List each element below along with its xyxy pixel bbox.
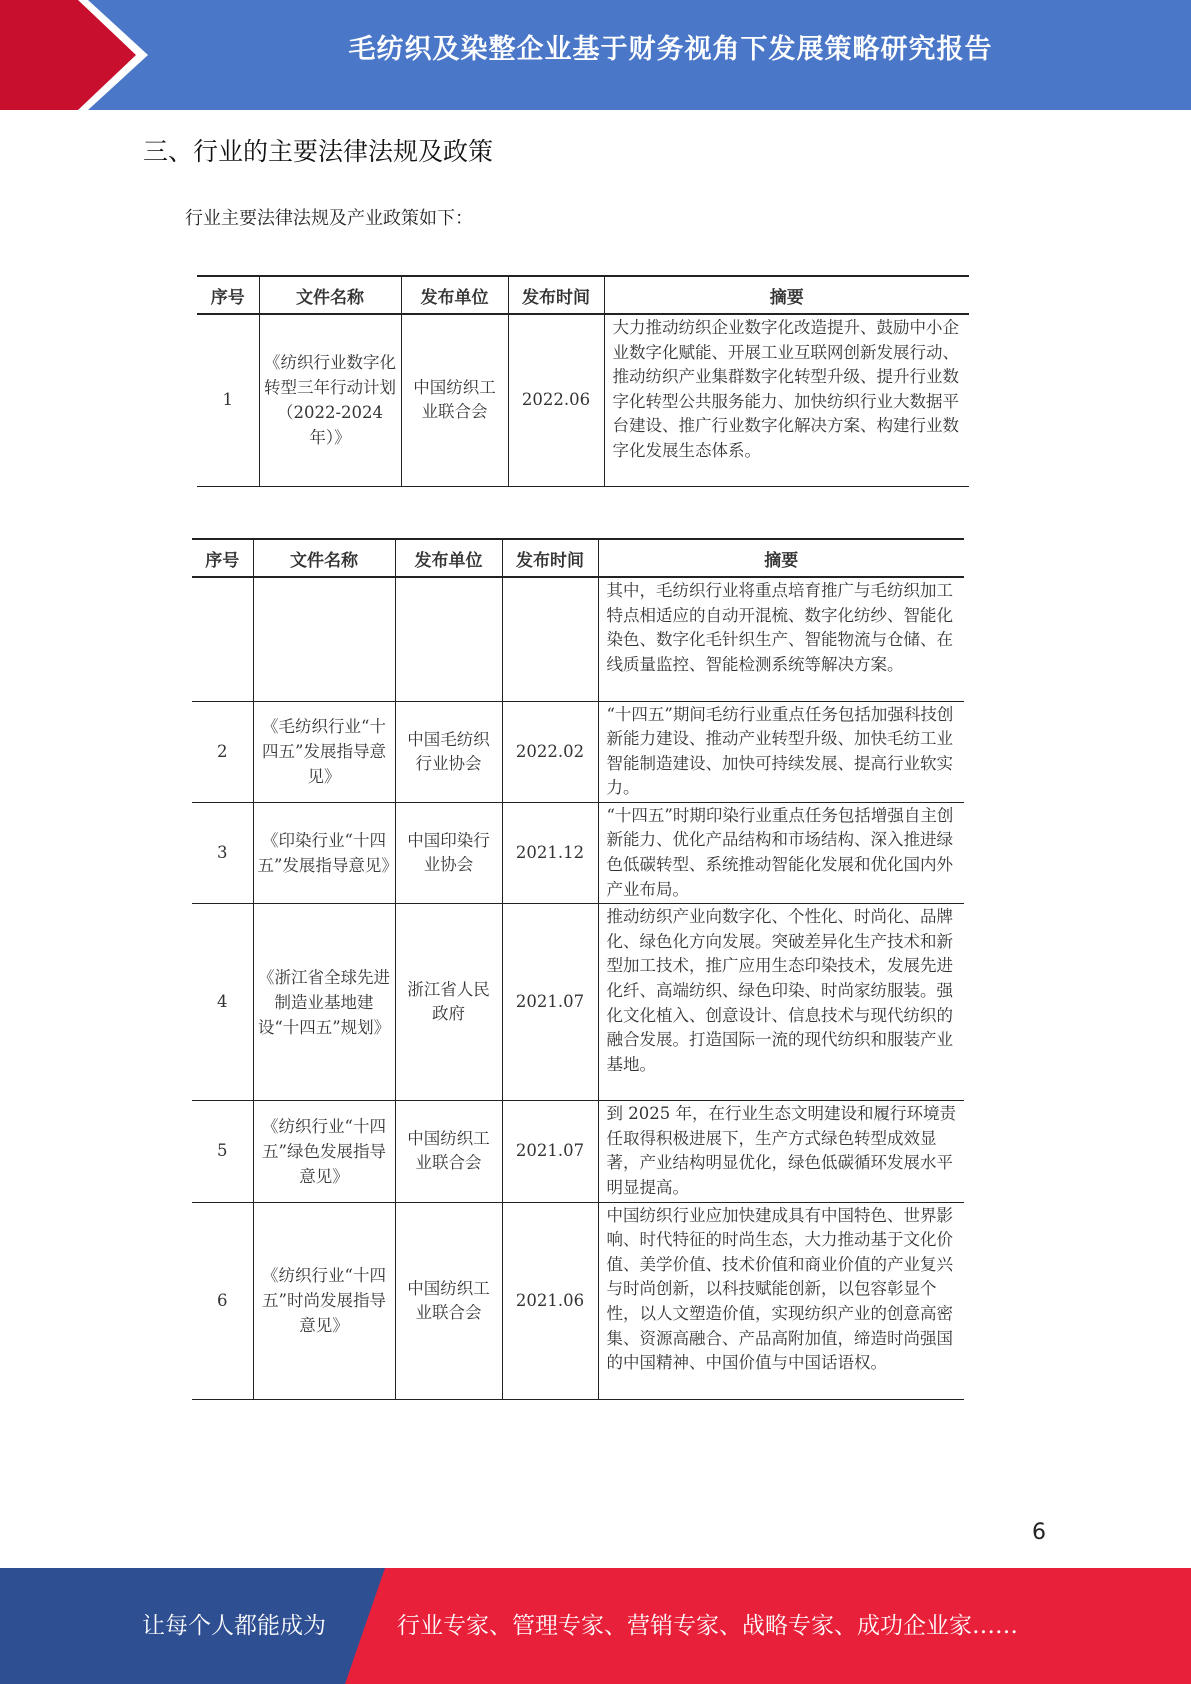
cell-name: 《浙江省全球先进制造业基地建设“十四五”规划》: [253, 904, 395, 1101]
page-header: [0, 0, 1191, 110]
policy-table-2: [192, 538, 964, 1400]
cell-date: 2022.06: [508, 314, 604, 486]
policy-table-1: [197, 275, 969, 487]
header-no: 序号: [197, 276, 259, 314]
section-heading: 三、行业的主要法律法规及政策: [143, 137, 494, 166]
table-row: [197, 314, 969, 486]
cell-publisher: 中国毛纺织行业协会: [395, 701, 502, 802]
table-row: [192, 802, 964, 903]
cell-name: 《印染行业“十四五”发展指导意见》: [253, 802, 395, 903]
table-header-row: [192, 539, 964, 577]
page-footer: [0, 1568, 1191, 1684]
cell-publisher: [395, 577, 502, 701]
table-row: [192, 1101, 964, 1202]
table-row: [192, 1202, 964, 1399]
cell-summary: “十四五”时期印染行业重点任务包括增强自主创新能力、优化产品结构和市场结构、深入推进绿色低碳转型、系统推动智能化发展和优化国内外产业布局。: [598, 802, 964, 903]
header-date: 发布时间: [508, 276, 604, 314]
table-row: [192, 701, 964, 802]
cell-summary: 中国纺织行业应加快建成具有中国特色、世界影响、时代特征的时尚生态，大力推动基于文化价值、美学价值、技术价值和商业价值的产业复兴与时尚创新，以科技赋能创新，以包容彰显个性，以人文塑造价值，实现纺织产业的创意高密集、资源高融合、产品高附加值，缔造时尚强国的中国精神、中国价值与中国话语权。: [598, 1202, 964, 1399]
header-publisher: 发布单位: [395, 539, 502, 577]
cell-no: 1: [197, 314, 259, 486]
report-title: 毛纺织及染整企业基于财务视角下发展策略研究报告: [348, 34, 993, 65]
cell-date: 2021.12: [502, 802, 598, 903]
cell-name: [253, 577, 395, 701]
cell-name: 《毛纺织行业“十四五”发展指导意见》: [253, 701, 395, 802]
cell-no: 3: [192, 802, 253, 903]
header-summary: 摘要: [604, 276, 969, 314]
cell-date: 2021.06: [502, 1202, 598, 1399]
header-publisher: 发布单位: [401, 276, 508, 314]
cell-summary: 大力推动纺织企业数字化改造提升、鼓励中小企业数字化赋能、开展工业互联网创新发展行动、推动纺织产业集群数字化转型升级、提升行业数字化转型公共服务能力、加快纺织行业大数据平台建设、推广行业数字化解决方案、构建行业数字化发展生态体系。: [604, 314, 969, 486]
header-name: 文件名称: [259, 276, 401, 314]
cell-summary: “十四五”期间毛纺行业重点任务包括加强科技创新能力建设、推动产业转型升级、加快毛纺工业智能制造建设、加快可持续发展、提高行业软实力。: [598, 701, 964, 802]
cell-no: 2: [192, 701, 253, 802]
cell-name: 《纺织行业“十四五”时尚发展指导意见》: [253, 1202, 395, 1399]
header-chevron-decoration: [0, 0, 150, 110]
cell-date: 2021.07: [502, 1101, 598, 1202]
header-date: 发布时间: [502, 539, 598, 577]
header-name: 文件名称: [253, 539, 395, 577]
cell-no: 5: [192, 1101, 253, 1202]
cell-publisher: 中国纺织工业联合会: [395, 1202, 502, 1399]
cell-publisher: 中国纺织工业联合会: [395, 1101, 502, 1202]
cell-summary: 其中，毛纺织行业将重点培育推广与毛纺织加工特点相适应的自动开混梳、数字化纺纱、智能化染色、数字化毛针织生产、智能物流与仓储、在线质量监控、智能检测系统等解决方案。: [598, 577, 964, 701]
table-row: [192, 577, 964, 701]
cell-date: 2021.07: [502, 904, 598, 1101]
cell-no: 4: [192, 904, 253, 1101]
cell-date: [502, 577, 598, 701]
header-summary: 摘要: [598, 539, 964, 577]
header-no: 序号: [192, 539, 253, 577]
page-number: 6: [1032, 1520, 1046, 1545]
cell-date: 2022.02: [502, 701, 598, 802]
cell-summary: 到 2025 年，在行业生态文明建设和履行环境责任取得积极进展下，生产方式绿色转型成效显著，产业结构明显优化，绿色低碳循环发展水平明显提高。: [598, 1101, 964, 1202]
cell-publisher: 中国印染行业协会: [395, 802, 502, 903]
table-header-row: [197, 276, 969, 314]
cell-no: 6: [192, 1202, 253, 1399]
cell-name: 《纺织行业数字化转型三年行动计划（2022-2024年）》: [259, 314, 401, 486]
cell-no: [192, 577, 253, 701]
cell-name: 《纺织行业“十四五”绿色发展指导意见》: [253, 1101, 395, 1202]
cell-publisher: 中国纺织工业联合会: [401, 314, 508, 486]
cell-summary: 推动纺织产业向数字化、个性化、时尚化、品牌化、绿色化方向发展。突破差异化生产技术和新型加工技术，推广应用生态印染技术，发展先进化纤、高端纺织、绿色印染、时尚家纺服装。强化文化植入、创意设计、信息技术与现代纺织的融合发展。打造国际一流的现代纺织和服装产业基地。: [598, 904, 964, 1101]
footer-slogan-right: 行业专家、管理专家、营销专家、战略专家、成功企业家……: [397, 1613, 1018, 1639]
intro-paragraph: 行业主要法律法规及产业政策如下：: [185, 208, 473, 229]
footer-slogan-left: 让每个人都能成为: [142, 1613, 326, 1639]
cell-publisher: 浙江省人民政府: [395, 904, 502, 1101]
table-row: [192, 904, 964, 1101]
